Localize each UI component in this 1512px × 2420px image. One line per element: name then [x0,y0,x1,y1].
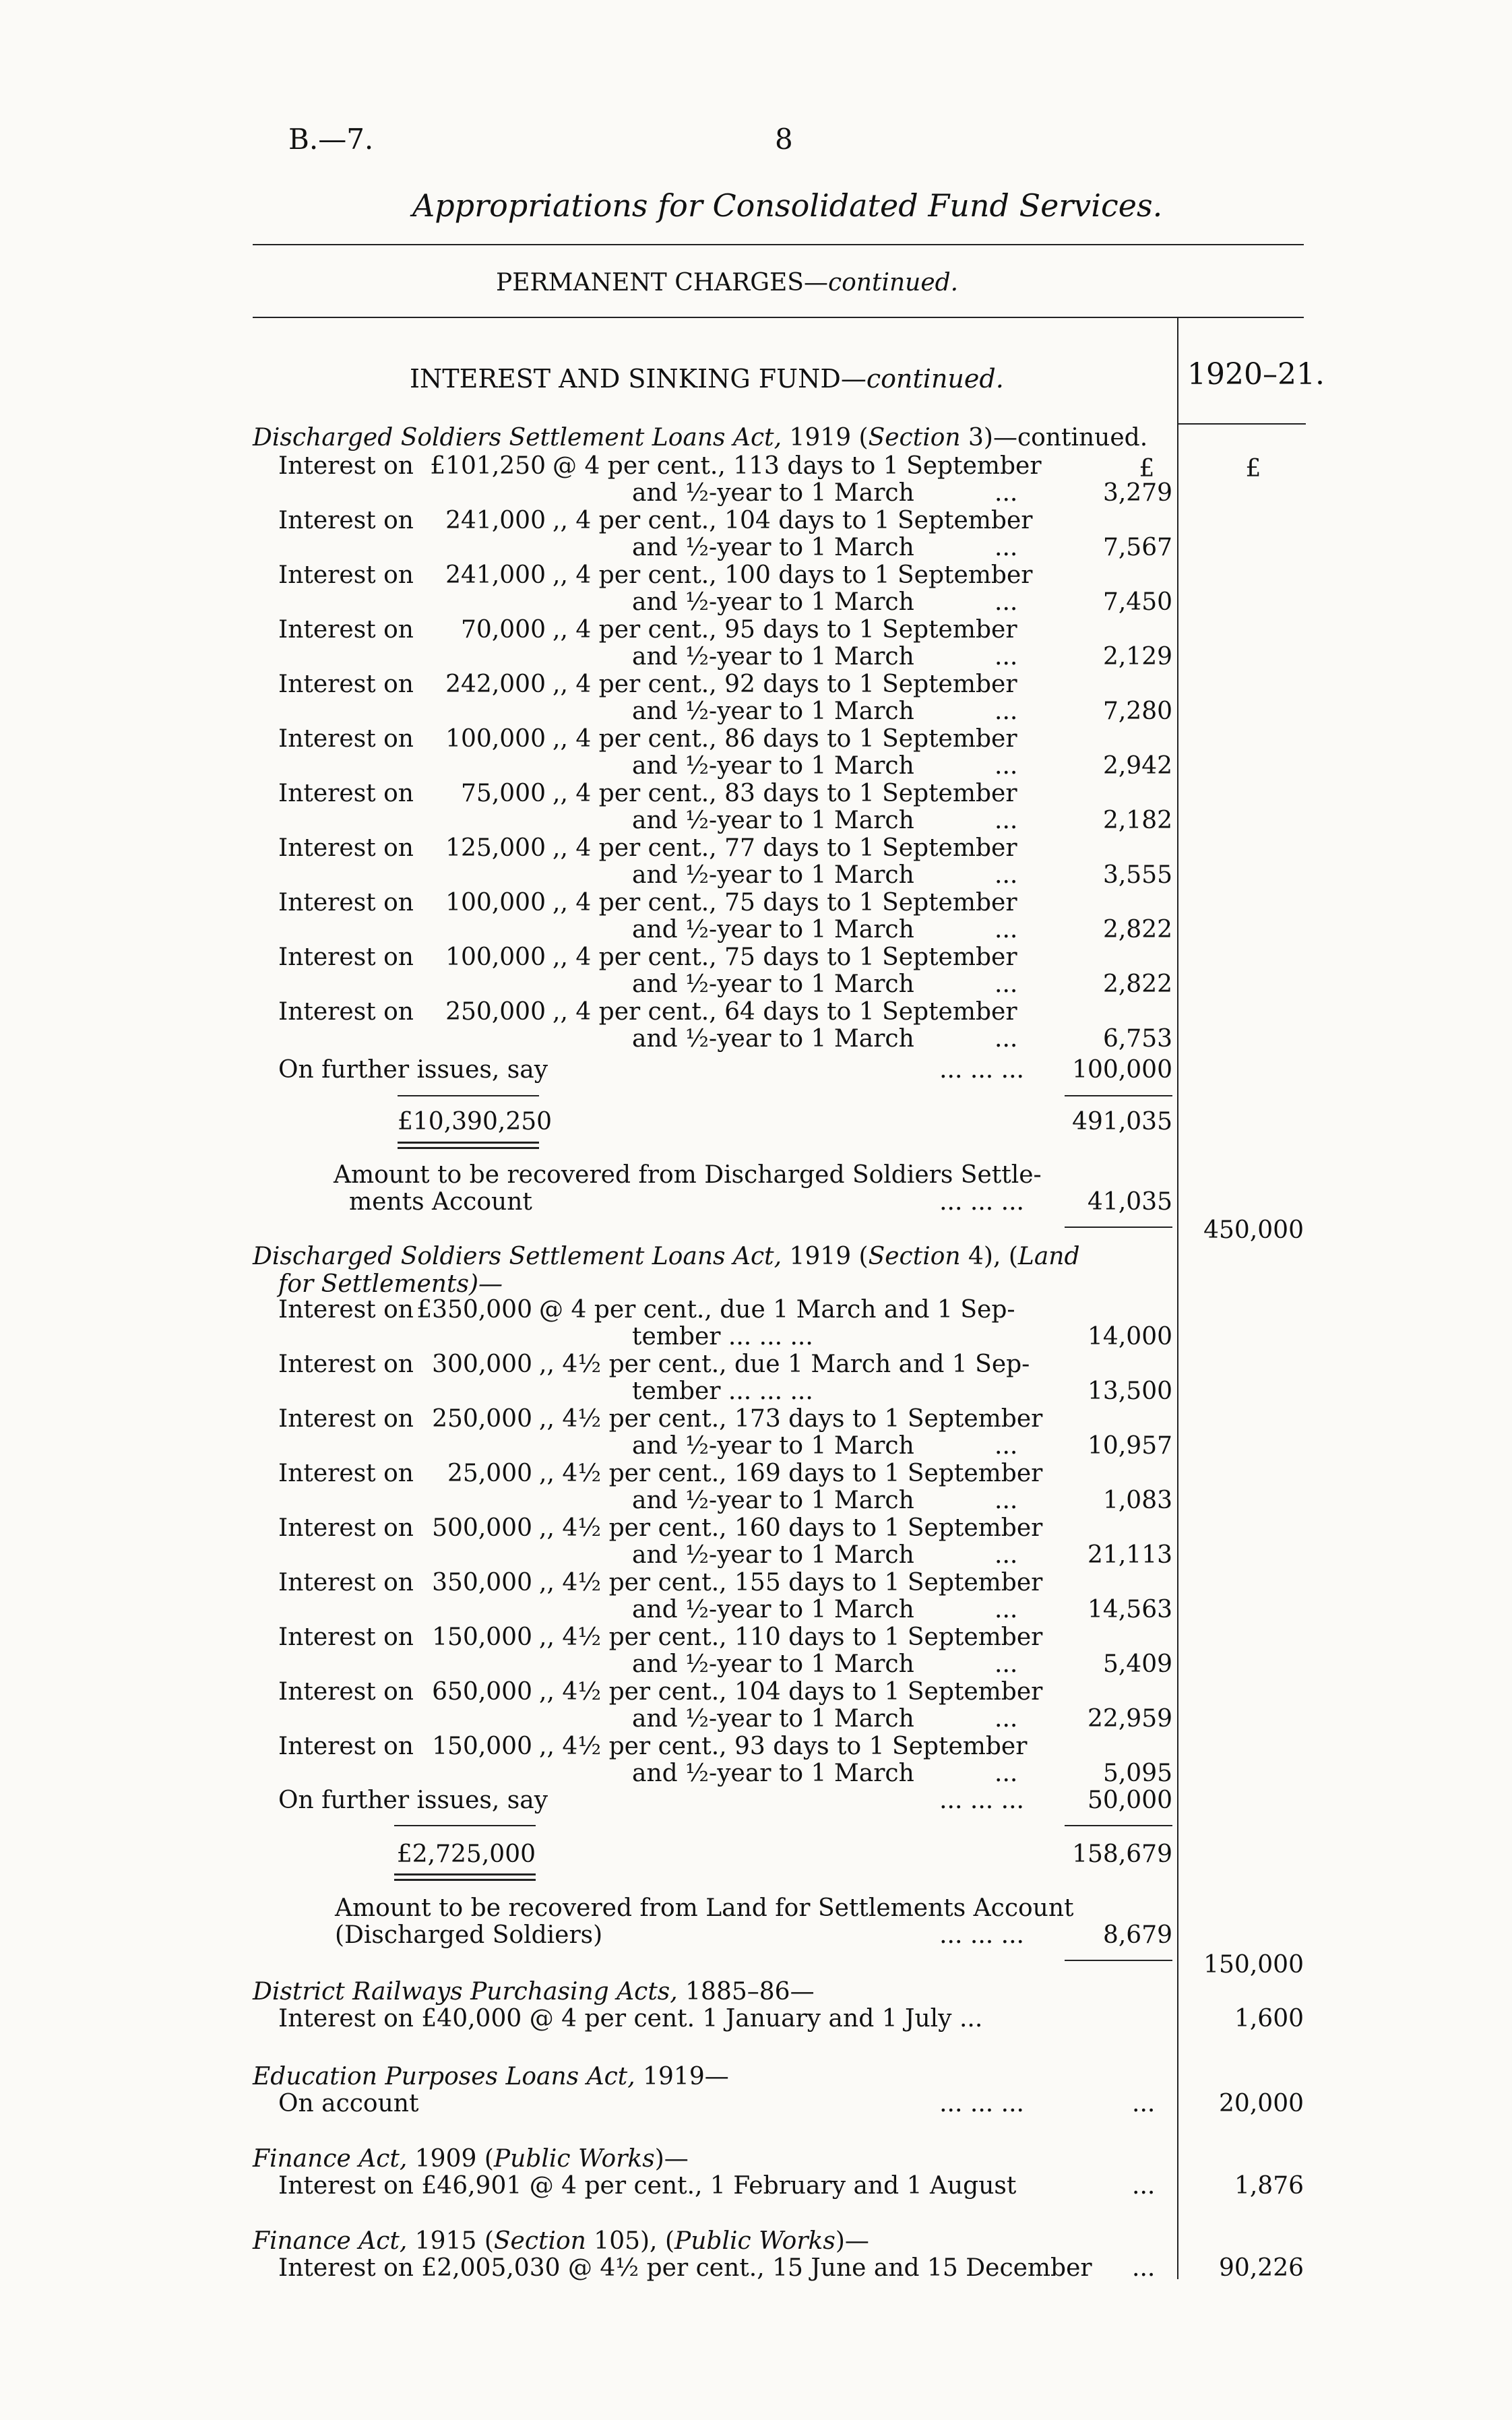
s4-double-rule-b [394,1879,536,1881]
section-heading-main: INTEREST AND SINKING FUND— [410,364,867,394]
row-continuation: and ½-year to 1 March [632,970,914,998]
row-amount: 3,555 [1102,861,1172,889]
education-line: On account [278,2090,419,2117]
row-label: Interest on [278,1351,414,1378]
s3-double-rule-a [398,1142,539,1144]
left-unit: £ [1139,455,1155,483]
header-rule-top [253,244,1304,245]
row-amount: 14,563 [1088,1596,1172,1623]
row-dots: ... [995,697,1018,725]
finance1909-heading [253,2146,689,2173]
s4-recover-rule [1065,1960,1172,1961]
s3-further-dots: ... ... ... [939,1056,1024,1084]
row-principal: 242,000 [445,671,546,698]
row-principal: 100,000 [445,943,546,971]
s3-recover-line2: ments Account [349,1188,532,1216]
s4-recover-dots: ... ... ... [939,1921,1024,1949]
row-continuation: and ½-year to 1 March [632,861,914,889]
education-heading [253,2064,729,2090]
row-rate: @ 4 per cent., due 1 March and 1 Sep- [539,1296,1015,1324]
row-label: Interest on [278,1623,414,1651]
district-heading [253,1979,815,2006]
year-column-header: 1920–21. [1187,357,1325,392]
year-header-rule [1178,423,1306,425]
s3-heading-year: 1919 ( [789,424,869,452]
row-amount: 14,000 [1088,1323,1172,1351]
row-dots: ... [995,916,1018,943]
finance1909-heading-end: )— [654,2145,689,2173]
row-continuation: and ½-year to 1 March [632,1025,914,1053]
district-line: Interest on £40,000 @ 4 per cent. 1 January and 1 July ... [278,2005,983,2033]
row-principal: 125,000 [445,834,546,862]
row-continuation: and ½-year to 1 March [632,534,914,561]
s3-total-amount: 491,035 [1072,1108,1172,1136]
s3-amount-rule [1065,1095,1172,1096]
row-rate: ,, 4½ per cent., due 1 March and 1 Sep- [539,1351,1030,1378]
s3-recover-dots: ... ... ... [939,1188,1024,1216]
row-label: Interest on [278,780,414,807]
s3-heading-rest: 3)—continued. [968,424,1148,452]
row-amount: 7,567 [1102,534,1172,561]
education-heading-year: 1919— [643,2063,729,2090]
finance1909-heading-year: 1909 ( [414,2145,494,2173]
s4-further-amount: 50,000 [1088,1787,1172,1814]
row-label: Interest on [278,943,414,971]
page-title: Appropriations for Consolidated Fund Services. [412,187,1163,224]
row-amount: 1,083 [1102,1487,1172,1514]
finance1909-amount: 1,876 [1234,2172,1304,2200]
row-principal: 100,000 [445,725,546,753]
row-principal: 75,000 [461,780,546,807]
row-principal: £350,000 [416,1296,532,1324]
s3-recover-amount: 41,035 [1088,1188,1172,1216]
row-label: Interest on [278,1460,414,1487]
row-dots: ... [995,1705,1018,1733]
row-rate: ,, 4½ per cent., 104 days to 1 September [539,1678,1043,1706]
s4-heading [253,1243,1080,1270]
row-rate: ,, 4 per cent., 95 days to 1 September [553,616,1017,644]
row-dots: ... [995,1596,1018,1623]
s3-heading-act: Discharged Soldiers Settlement Loans Act, [253,424,782,452]
s3-recover-line1: Amount to be recovered from Discharged Soldiers Settle- [334,1161,1042,1189]
finance1915-heading [253,2228,869,2255]
finance1909-heading-pw: Public Works [493,2145,655,2173]
s3-double-rule-b [398,1147,539,1149]
row-amount: 2,129 [1102,643,1172,671]
row-continuation: tember ... ... ... [632,1323,813,1351]
row-continuation: and ½-year to 1 March [632,1541,914,1569]
row-dots: ... [995,643,1018,671]
s3-further-amount: 100,000 [1072,1056,1172,1084]
row-rate: @ 4 per cent., 113 days to 1 September [553,452,1042,480]
finance1909-dots: ... [1132,2172,1156,2200]
s3-further-label: On further issues, say [278,1056,548,1084]
row-continuation: and ½-year to 1 March [632,1705,914,1733]
row-rate: ,, 4½ per cent., 110 days to 1 September [539,1623,1043,1651]
education-line-dots: ... ... ... [939,2090,1024,2117]
s4-principal-rule [394,1825,536,1826]
row-continuation: and ½-year to 1 March [632,479,914,507]
s3-net-amount: 450,000 [1203,1216,1304,1244]
row-amount: 13,500 [1088,1377,1172,1405]
row-amount: 5,095 [1102,1760,1172,1787]
row-amount: 5,409 [1102,1650,1172,1678]
row-label: Interest on [278,1514,414,1542]
row-principal: 500,000 [432,1514,532,1542]
row-amount: 2,822 [1102,916,1172,943]
row-dots: ... [995,1025,1018,1053]
right-unit: £ [1245,455,1261,483]
row-label: Interest on [278,998,414,1026]
row-principal: 100,000 [445,889,546,917]
row-continuation: and ½-year to 1 March [632,752,914,780]
s3-heading [253,425,1147,452]
row-principal: 25,000 [447,1460,532,1487]
education-amount: 20,000 [1219,2090,1304,2117]
s4-heading-act: Discharged Soldiers Settlement Loans Act, [253,1243,782,1270]
row-dots: ... [995,1650,1018,1678]
row-dots: ... [995,1487,1018,1514]
row-principal: 650,000 [432,1678,532,1706]
row-amount: 3,279 [1102,479,1172,507]
row-dots: ... [995,534,1018,561]
finance1915-heading-end: )— [835,2227,869,2255]
row-dots: ... [995,807,1018,834]
finance1915-amount: 90,226 [1219,2254,1304,2282]
finance1915-heading-year: 1915 ( [414,2227,494,2255]
row-continuation: and ½-year to 1 March [632,916,914,943]
s4-total-principal: £2,725,000 [396,1840,536,1868]
finance1915-dots: ... [1132,2254,1156,2282]
row-amount: 7,280 [1102,697,1172,725]
education-heading-act: Education Purposes Loans Act, [253,2063,635,2090]
row-label: Interest on [278,1733,414,1760]
row-rate: ,, 4 per cent., 77 days to 1 September [553,834,1017,862]
row-continuation: and ½-year to 1 March [632,1432,914,1460]
row-principal: 250,000 [432,1405,532,1433]
section-heading-continued: continued. [866,364,1004,394]
subtitle [496,270,958,297]
row-rate: ,, 4½ per cent., 93 days to 1 September [539,1733,1028,1760]
row-principal: 350,000 [432,1569,532,1596]
row-principal: 241,000 [445,561,546,589]
row-continuation: and ½-year to 1 March [632,807,914,834]
row-label: Interest on [278,616,414,644]
row-principal: 150,000 [432,1733,532,1760]
row-label: Interest on [278,452,414,480]
row-amount: 2,182 [1102,807,1172,834]
row-rate: ,, 4 per cent., 86 days to 1 September [553,725,1017,753]
s4-further-dots: ... ... ... [939,1787,1024,1814]
row-continuation: and ½-year to 1 March [632,1487,914,1514]
row-dots: ... [995,479,1018,507]
row-label: Interest on [278,507,414,534]
row-principal: 300,000 [432,1351,532,1378]
s4-further-label: On further issues, say [278,1787,548,1814]
row-amount: 10,957 [1088,1432,1172,1460]
s3-total-principal: £10,390,250 [398,1108,553,1136]
row-principal: 150,000 [432,1623,532,1651]
row-label: Interest on [278,561,414,589]
year-column-divider [1177,317,1178,2279]
row-principal: 250,000 [445,998,546,1026]
row-dots: ... [995,861,1018,889]
row-amount: 2,822 [1102,970,1172,998]
header-rule-bottom [253,317,1304,318]
row-amount: 7,450 [1102,588,1172,616]
s3-recover-rule [1065,1227,1172,1228]
s4-recover-line1: Amount to be recovered from Land for Settlements Account [335,1894,1074,1922]
row-dots: ... [995,588,1018,616]
row-rate: ,, 4 per cent., 92 days to 1 September [553,671,1017,698]
s4-recover-amount: 8,679 [1102,1921,1172,1949]
row-continuation: and ½-year to 1 March [632,697,914,725]
finance1909-line: Interest on £46,901 @ 4 per cent., 1 February and 1 August [278,2172,1017,2200]
section-heading [410,365,1004,392]
row-amount: 2,942 [1102,752,1172,780]
row-dots: ... [995,1760,1018,1787]
row-rate: ,, 4 per cent., 83 days to 1 September [553,780,1017,807]
finance1915-heading-section: Section [493,2227,586,2255]
s4-heading-line2: for Settlements)— [278,1270,503,1298]
row-dots: ... [995,752,1018,780]
s4-heading-year: 1919 ( [789,1243,869,1270]
district-heading-act: District Railways Purchasing Acts, [253,1978,678,2006]
row-rate: ,, 4½ per cent., 173 days to 1 September [539,1405,1043,1433]
row-continuation: and ½-year to 1 March [632,1650,914,1678]
row-label: Interest on [278,725,414,753]
subtitle-continued: continued. [827,269,959,297]
row-continuation: and ½-year to 1 March [632,1596,914,1623]
finance1915-heading-mid: 105), ( [594,2227,674,2255]
row-continuation: and ½-year to 1 March [632,643,914,671]
row-rate: ,, 4 per cent., 104 days to 1 September [553,507,1033,534]
document-reference: B.—7. [288,123,374,156]
row-label: Interest on [278,1405,414,1433]
row-continuation: and ½-year to 1 March [632,1760,914,1787]
row-rate: ,, 4 per cent., 75 days to 1 September [553,889,1017,917]
page-number: 8 [775,123,793,156]
finance1915-line: Interest on £2,005,030 @ 4½ per cent., 15 June and 15 December [278,2254,1092,2282]
row-rate: ,, 4½ per cent., 155 days to 1 September [539,1569,1043,1596]
subtitle-main: PERMANENT CHARGES— [496,269,828,297]
row-rate: ,, 4½ per cent., 160 days to 1 September [539,1514,1043,1542]
row-principal: 241,000 [445,507,546,534]
row-amount: 6,753 [1102,1025,1172,1053]
row-label: Interest on [278,1678,414,1706]
row-dots: ... [995,1541,1018,1569]
s4-recover-line2: (Discharged Soldiers) [335,1921,603,1949]
s4-heading-section: Section [868,1243,961,1270]
finance1915-heading-pw: Public Works [674,2227,836,2255]
district-heading-years: 1885–86— [685,1978,815,2006]
s4-heading-land: Land [1017,1243,1080,1270]
finance1909-heading-act: Finance Act, [253,2145,408,2173]
row-label: Interest on [278,889,414,917]
row-dots: ... [995,1432,1018,1460]
district-amount: 1,600 [1234,2005,1304,2033]
row-label: Interest on [278,1569,414,1596]
row-principal: 70,000 [461,616,546,644]
row-continuation: tember ... ... ... [632,1377,813,1405]
row-principal: £101,250 [430,452,546,480]
row-label: Interest on [278,671,414,698]
row-rate: ,, 4 per cent., 75 days to 1 September [553,943,1017,971]
s4-double-rule-a [394,1873,536,1875]
s4-amount-rule [1065,1825,1172,1826]
row-continuation: and ½-year to 1 March [632,588,914,616]
row-amount: 21,113 [1088,1541,1172,1569]
row-label: Interest on [278,1296,414,1324]
s3-heading-section: Section [868,424,961,452]
s3-principal-rule [398,1095,539,1096]
s4-net-amount: 150,000 [1203,1951,1304,1979]
row-label: Interest on [278,834,414,862]
s4-total-amount: 158,679 [1072,1840,1172,1868]
s4-heading-rest: 4), ( [968,1243,1018,1270]
row-rate: ,, 4 per cent., 100 days to 1 September [553,561,1033,589]
education-dots: ... [1132,2090,1156,2117]
row-amount: 22,959 [1088,1705,1172,1733]
row-rate: ,, 4 per cent., 64 days to 1 September [553,998,1017,1026]
finance1915-heading-act: Finance Act, [253,2227,408,2255]
row-rate: ,, 4½ per cent., 169 days to 1 September [539,1460,1043,1487]
row-dots: ... [995,970,1018,998]
